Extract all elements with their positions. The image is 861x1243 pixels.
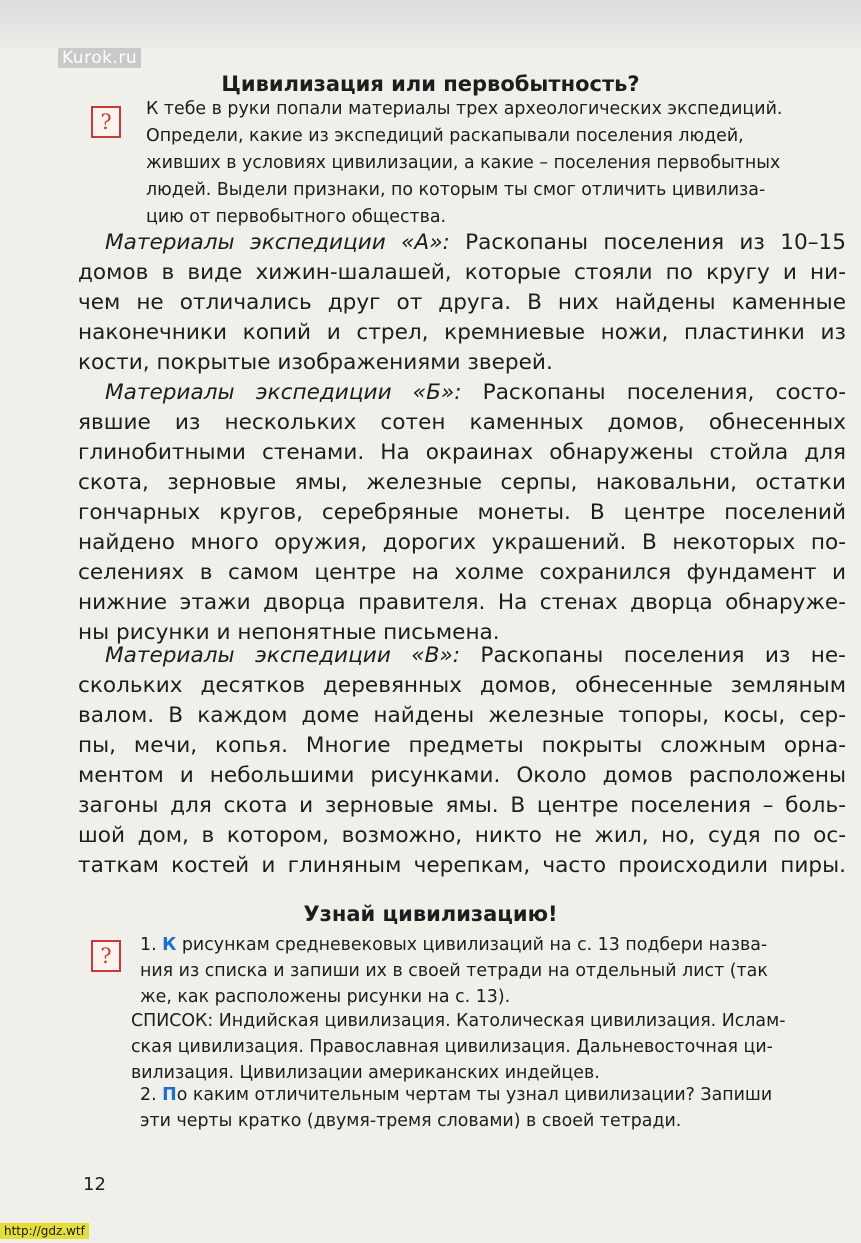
question-mark-icon: ?	[91, 940, 121, 972]
expedition-v-label: Материалы экспедиции «В»:	[105, 643, 461, 668]
task-initial: К	[162, 935, 177, 955]
paragraph-line: кости, покрытые изображениями зверей.	[78, 350, 553, 375]
task-line: 1. К рисункам средневековых цивилизаций на с. 13 подбери назва-	[140, 935, 768, 955]
paragraph-line: ментом и небольшими рисунками. Около домов расположены	[78, 763, 846, 788]
paragraph-line: скольких десятков деревянных домов, обнесенные земляным	[78, 673, 846, 698]
paragraph-line: Материалы экспедиции «А»: Раскопаны поселения из 10–15	[105, 230, 846, 255]
paragraph-line: глинобитными стенами. На окраинах обнаружены стойла для	[78, 440, 846, 465]
paragraph-line: загоны для скота и зерновые ямы. В центре поселения – боль-	[78, 793, 846, 818]
question-line: цию от первобытного общества.	[146, 207, 447, 227]
paragraph-line: явшие из нескольких сотен каменных домов, обнесенных	[78, 410, 846, 435]
paragraph-line: нижние этажи дворца правителя. На стенах дворца обнаруже-	[78, 590, 846, 615]
list-line: ская цивилизация. Православная цивилизация. Дальневосточная ци-	[131, 1037, 773, 1057]
question-line: людей. Выдели признаки, по которым ты смог отличить цивилиза-	[146, 180, 766, 200]
page-top-strip	[0, 0, 861, 48]
paragraph-line: селениях в самом центре на холме сохранился фундамент и	[78, 560, 846, 585]
task-number: 1.	[140, 935, 157, 955]
site-tag[interactable]: http://gdz.wtf	[0, 1223, 89, 1239]
expedition-a-label: Материалы экспедиции «А»:	[105, 230, 450, 255]
paragraph-line: Материалы экспедиции «Б»: Раскопаны поселения, состо-	[105, 380, 846, 405]
section-title-civilization: Цивилизация или первобытность?	[221, 72, 640, 96]
task-line: 2. По каким отличительным чертам ты узнал цивилизации? Запиши	[140, 1085, 773, 1105]
paragraph-line: ны рисунки и непонятные письмена.	[78, 620, 500, 645]
paragraph-line: шой дом, в котором, возможно, никто не жил, но, судя по ос-	[78, 823, 846, 848]
task-number: 2.	[140, 1085, 157, 1105]
paragraph-line: скота, зерновые ямы, железные серпы, наковальни, остатки	[78, 470, 846, 495]
question-line: Определи, какие из экспедиций раскапывали поселения людей,	[146, 126, 744, 146]
list-line: вилизация. Цивилизации американских индейцев.	[131, 1063, 600, 1083]
paragraph-line: найдено много оружия, дорогих украшений. В некоторых по-	[78, 530, 846, 555]
paragraph-line: чем не отличались друг от друга. В них найдены каменные	[78, 290, 846, 315]
question-line: К тебе в руки попали материалы трех археологических экспедиций.	[146, 99, 783, 119]
question-line: живших в условиях цивилизации, а какие – поселения первобытных	[146, 153, 781, 173]
list-line: СПИСОК: Индийская цивилизация. Католическая цивилизация. Ислам-	[131, 1011, 786, 1031]
question-mark-icon: ?	[91, 106, 121, 138]
expedition-b-label: Материалы экспедиции «Б»:	[105, 380, 462, 405]
paragraph-line: гончарных кругов, серебряные монеты. В центре поселений	[78, 500, 846, 525]
paragraph-line: пы, мечи, копья. Многие предметы покрыты сложным орна-	[78, 733, 846, 758]
paragraph-line: валом. В каждом доме найдены железные топоры, косы, сер-	[78, 703, 846, 728]
paragraph-line: таткам костей и глиняным черепкам, часто происходили пиры.	[78, 853, 846, 878]
section-title-recognize-civilization: Узнай цивилизацию!	[303, 902, 558, 926]
task-line: же, как расположены рисунки на с. 13).	[140, 987, 511, 1007]
watermark: Kurok.ru	[58, 48, 141, 68]
page-number: 12	[83, 1174, 106, 1195]
paragraph-line: Материалы экспедиции «В»: Раскопаны поселения из не-	[105, 643, 846, 668]
task-line: эти черты кратко (двумя-тремя словами) в своей тетради.	[140, 1111, 682, 1131]
task-line: ния из списка и запиши их в своей тетради на отдельный лист (так	[140, 961, 768, 981]
task-initial: П	[162, 1085, 177, 1105]
paragraph-line: наконечники копий и стрел, кремниевые ножи, пластинки из	[78, 320, 846, 345]
paragraph-line: домов в виде хижин-шалашей, которые стояли по кругу и ни-	[78, 260, 846, 285]
